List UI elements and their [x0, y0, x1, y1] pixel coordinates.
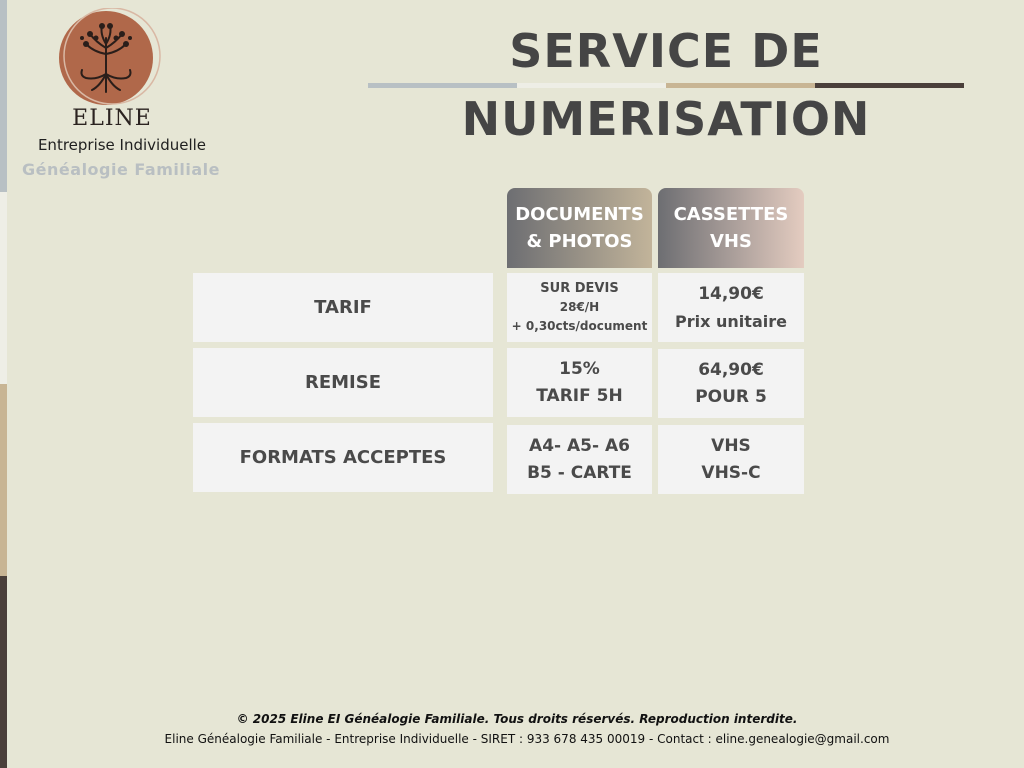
side-strip-grey	[0, 0, 7, 192]
cell-text: A4- A5- A6	[529, 435, 630, 456]
cell-text: VHS	[711, 435, 751, 456]
cell-text: 28€/H	[559, 300, 600, 314]
cell-remise-documents	[507, 348, 652, 417]
cell-remise-vhs	[658, 349, 804, 418]
title-divider	[368, 83, 964, 89]
cell-tarif-documents	[507, 273, 652, 342]
column-header-documents-line1: DOCUMENTS	[515, 204, 644, 225]
cell-text: B5 - CARTE	[527, 462, 632, 483]
brand-subtitle: Entreprise Individuelle	[37, 136, 207, 154]
row-label-text: FORMATS ACCEPTES	[239, 447, 447, 468]
brand-tagline: Généalogie Familiale	[22, 160, 220, 179]
page-title-line2: NUMERISATION	[461, 92, 871, 146]
row-label-text: REMISE	[304, 372, 382, 393]
tree-logo-icon	[56, 8, 166, 108]
cell-text: SUR DEVIS	[540, 281, 619, 296]
column-header-documents	[507, 188, 652, 268]
column-header-vhs	[658, 188, 804, 268]
column-header-documents-line2: & PHOTOS	[526, 231, 633, 252]
footer-copyright: © 2025 Eline EI Généalogie Familiale. Tous droits réservés. Reproduction interdite.	[236, 712, 798, 726]
brand-name: ELINE	[72, 106, 152, 131]
cell-tarif-vhs	[658, 273, 804, 342]
cell-text: 15%	[559, 358, 600, 379]
side-strip-light	[0, 192, 7, 384]
cell-text: TARIF 5H	[536, 385, 623, 406]
cell-text: + 0,30cts/document	[511, 319, 648, 333]
cell-text: Prix unitaire	[675, 311, 787, 331]
side-strip-tan	[0, 384, 7, 576]
column-header-vhs-line2: VHS	[710, 231, 752, 252]
cell-text: 64,90€	[698, 359, 764, 380]
column-header-vhs-line1: CASSETTES	[673, 204, 789, 225]
cell-text: 14,90€	[698, 283, 764, 304]
row-label-tarif	[193, 273, 493, 342]
cell-text: POUR 5	[695, 386, 767, 407]
row-label-remise	[193, 348, 493, 417]
cell-formats-documents	[507, 425, 652, 494]
row-label-formats	[193, 423, 493, 492]
page-title-line1: SERVICE DE	[509, 24, 823, 78]
cell-text: VHS-C	[701, 462, 761, 483]
footer-contact: Eline Généalogie Familiale - Entreprise Individuelle - SIRET : 933 678 435 00019 - Contact : eline.genealogie@gmail.com	[164, 732, 890, 746]
cell-formats-vhs	[658, 425, 804, 494]
row-label-text: TARIF	[314, 297, 372, 318]
